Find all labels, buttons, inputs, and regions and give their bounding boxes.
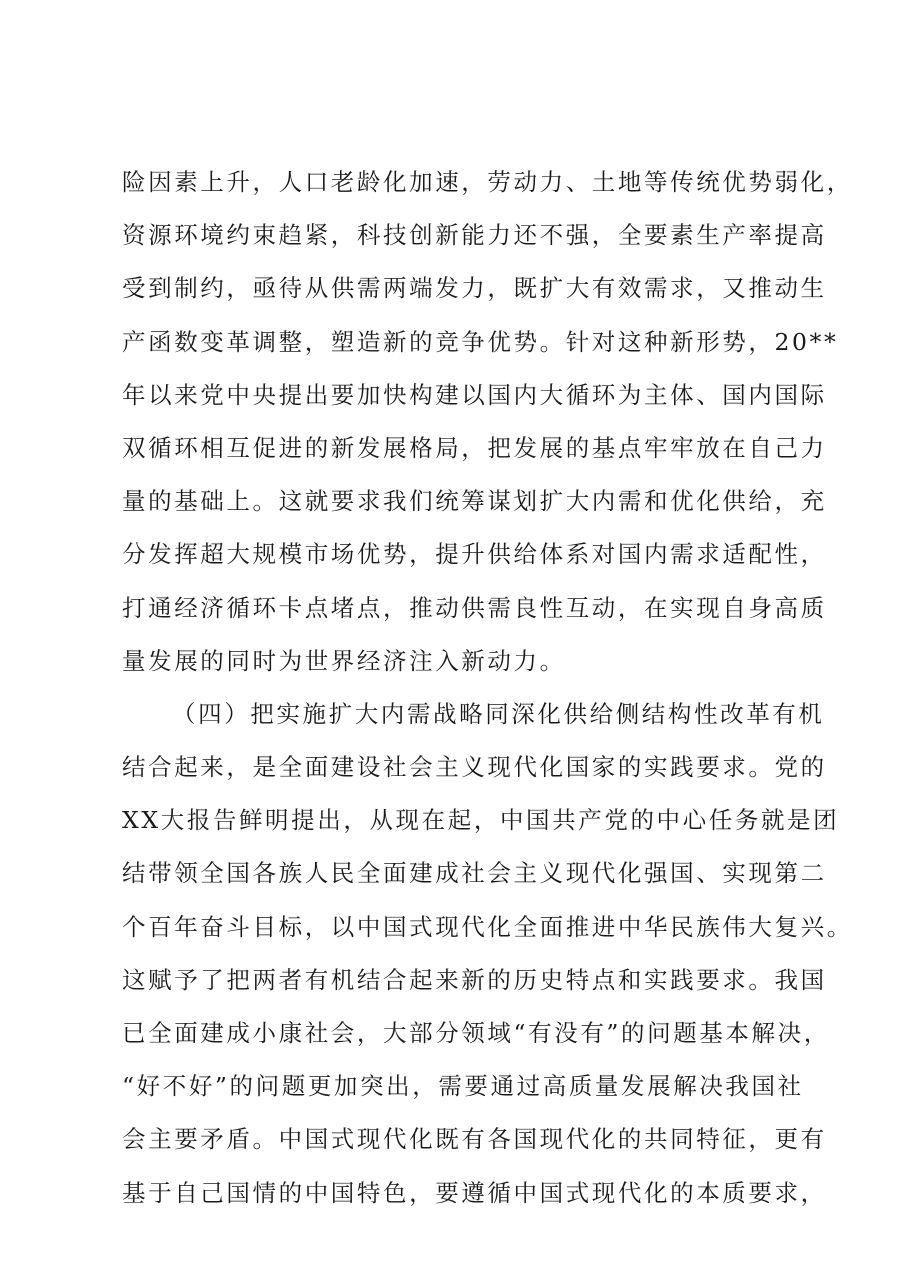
text-line: 双循环相互促进的新发展格局，把发展的基点牢牢放在自己力 xyxy=(122,433,827,462)
text-line: 结带领全国各族人民全面建成社会主义现代化强国、实现第二 xyxy=(122,859,827,888)
text-line: 资源环境约束趋紧，科技创新能力还不强，全要素生产率提高 xyxy=(122,221,827,250)
text-line: 险因素上升，人口老龄化加速，劳动力、土地等传统优势弱化， xyxy=(122,168,853,196)
text-line: 会主要矛盾。中国式现代化既有各国现代化的共同特征，更有 xyxy=(122,1125,827,1154)
text-line: 产函数变革调整，塑造新的竞争优势。针对这种新形势，20** xyxy=(122,327,839,356)
text-line: 年以来党中央提出要加快构建以国内大循环为主体、国内国际 xyxy=(122,380,827,409)
text-line: XX大报告鲜明提出，从现在起，中国共产党的中心任务就是团 xyxy=(122,806,840,835)
text-line: “好不好”的问题更加突出，需要通过高质量发展解决我国社 xyxy=(122,1072,804,1101)
paragraph-heading-line: （四）把实施扩大内需战略同深化供给侧结构性改革有机 xyxy=(172,699,825,728)
text-line: 量的基础上。这就要求我们统筹谋划扩大内需和优化供给，充 xyxy=(122,487,827,516)
body-text xyxy=(122,156,853,1220)
text-line: 量发展的同时为世界经济注入新动力。 xyxy=(122,646,566,675)
text-line: 基于自己国情的中国特色，要遵循中国式现代化的本质要求， xyxy=(122,1178,827,1207)
text-line: 受到制约，亟待从供需两端发力，既扩大有效需求，又推动生 xyxy=(122,274,827,303)
text-line: 这赋予了把两者有机结合起来新的历史特点和实践要求。我国 xyxy=(122,965,827,994)
text-line: 已全面建成小康社会，大部分领域“有没有”的问题基本解决， xyxy=(122,1019,830,1047)
text-line: 打通经济循环卡点堵点，推动供需良性互动，在实现自身高质 xyxy=(122,593,827,622)
text-line: 分发挥超大规模市场优势，提升供给体系对国内需求适配性， xyxy=(122,540,827,569)
text-line: 个百年奋斗目标，以中国式现代化全面推进中华民族伟大复兴。 xyxy=(122,912,853,941)
text-line: 结合起来，是全面建设社会主义现代化国家的实践要求。党的 xyxy=(122,753,827,782)
